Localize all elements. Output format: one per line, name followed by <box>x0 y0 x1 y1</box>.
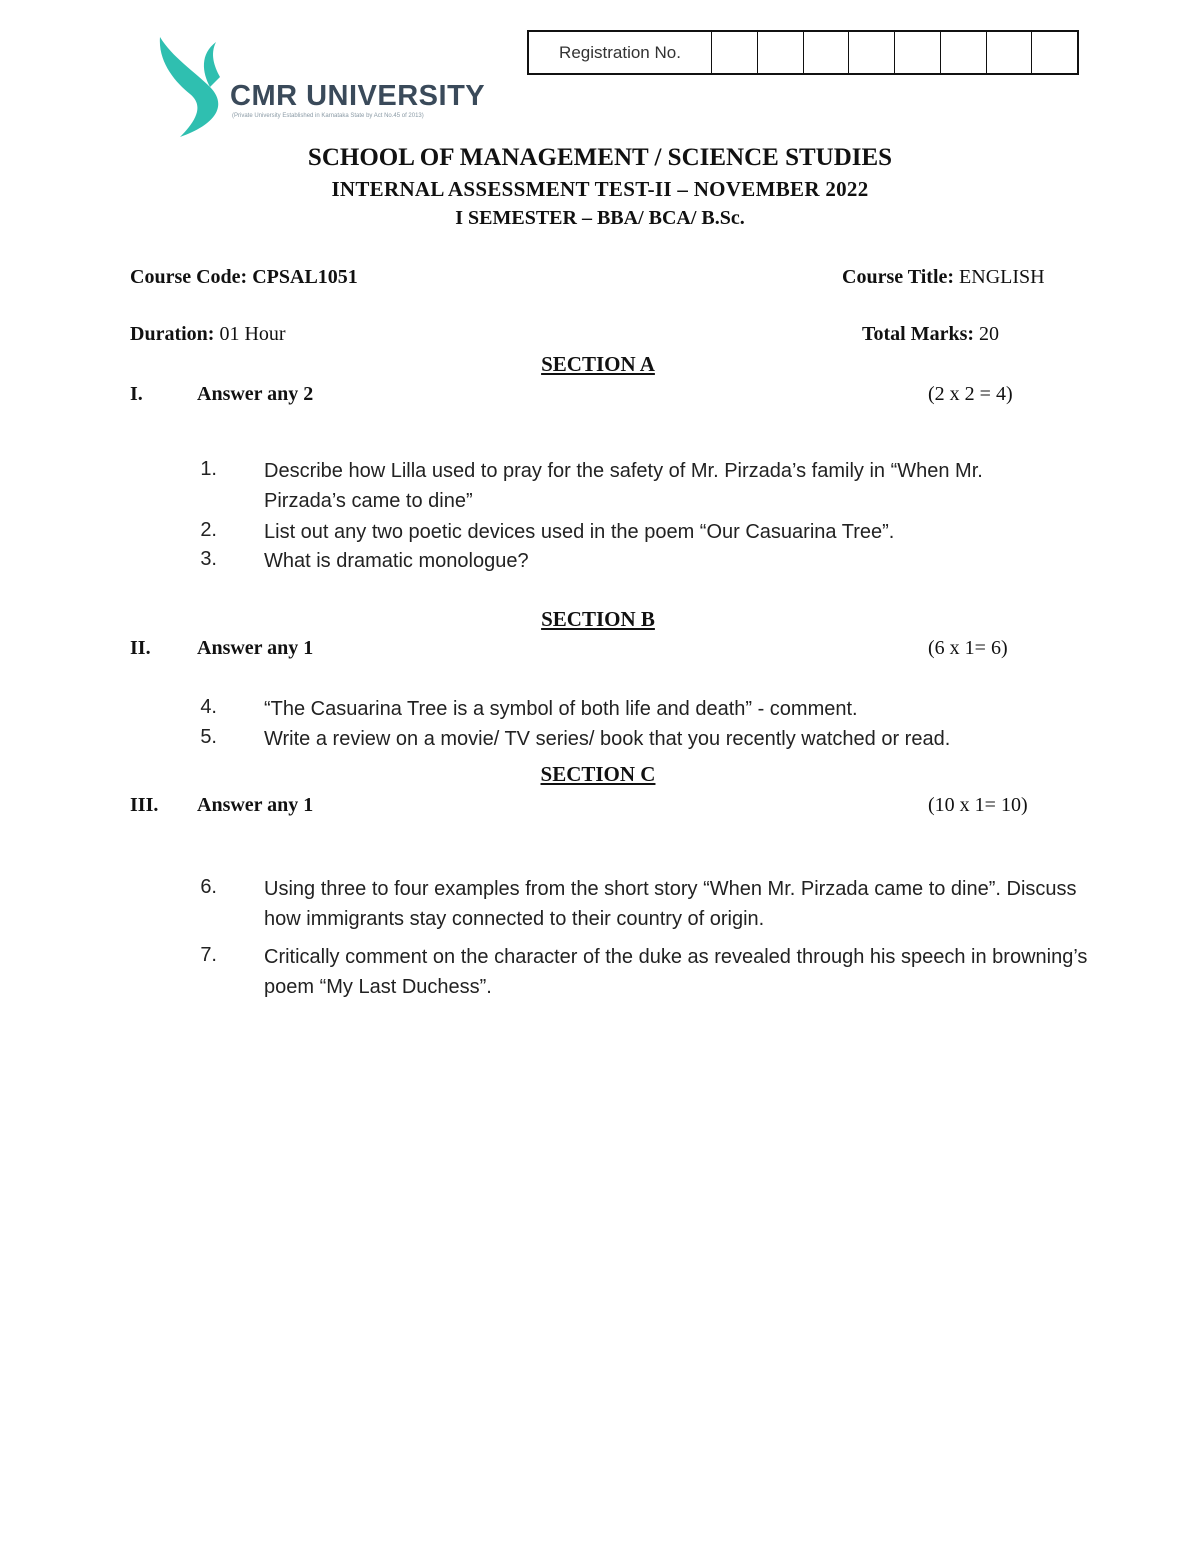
semester-title: I SEMESTER – BBA/ BCA/ B.Sc. <box>455 207 745 229</box>
question-text: Critically comment on the character of the duke as revealed through his speech in browning’s poem “My Last Duchess”. <box>264 946 1088 998</box>
registration-cell[interactable] <box>1032 32 1077 73</box>
logo-wordmark: CMR UNIVERSITY <box>230 80 486 112</box>
section-a-marks: (2 x 2 = 4) <box>928 383 1013 405</box>
registration-number-box <box>527 30 1079 75</box>
school-title: SCHOOL OF MANAGEMENT / SCIENCE STUDIES <box>307 144 893 171</box>
total-marks-label: Total Marks: <box>862 323 975 345</box>
duration <box>130 323 286 346</box>
question-number: 5. <box>200 726 217 748</box>
section-c-roman: III. <box>130 794 159 816</box>
course-code-value: CPSAL1051 <box>252 266 358 288</box>
section-c-title: SECTION C <box>540 762 656 786</box>
logo-tagline: (Private University Established in Karnataka State by Act No.45 of 2013) <box>232 113 424 119</box>
course-title <box>842 266 1045 289</box>
registration-cell[interactable] <box>712 32 758 73</box>
registration-cell[interactable] <box>895 32 941 73</box>
section-c-marks: (10 x 1= 10) <box>928 794 1028 816</box>
question-number: 6. <box>200 876 217 898</box>
course-code <box>130 266 358 289</box>
duration-value: 01 Hour <box>219 323 286 345</box>
question-text: Write a review on a movie/ TV series/ book that you recently watched or read. <box>264 728 951 750</box>
section-a-instruction: Answer any 2 <box>197 383 314 405</box>
question-number: 2. <box>200 519 217 541</box>
total-marks <box>862 323 999 346</box>
registration-cell[interactable] <box>758 32 804 73</box>
course-title-value: ENGLISH <box>959 266 1045 288</box>
section-a-roman: I. <box>130 383 143 405</box>
section-b-title: SECTION B <box>541 607 655 631</box>
course-code-label: Course Code: <box>130 266 248 288</box>
question-number: 1. <box>200 458 217 480</box>
total-marks-value: 20 <box>979 323 1000 345</box>
registration-cell[interactable] <box>941 32 987 73</box>
question-text: What is dramatic monologue? <box>264 550 529 572</box>
registration-label: Registration No. <box>529 32 712 73</box>
question-text: List out any two poetic devices used in the poem “Our Casuarina Tree”. <box>264 521 895 543</box>
question-number: 7. <box>200 944 217 966</box>
test-title: INTERNAL ASSESSMENT TEST-II – NOVEMBER 2022 <box>331 177 869 201</box>
section-b-roman: II. <box>130 637 151 659</box>
section-c-instruction: Answer any 1 <box>197 794 314 816</box>
question-text: Describe how Lilla used to pray for the safety of Mr. Pirzada’s family in “When Mr. Pirzada’s came to dine” <box>264 460 983 512</box>
question-number: 3. <box>200 548 217 570</box>
registration-cell[interactable] <box>804 32 850 73</box>
question-number: 4. <box>200 696 217 718</box>
section-b-marks: (6 x 1= 6) <box>928 637 1008 659</box>
question-text: “The Casuarina Tree is a symbol of both life and death” - comment. <box>264 698 858 720</box>
question-text: Using three to four examples from the short story “When Mr. Pirzada came to dine”. Discuss how immigrants stay connected to their country of origin. <box>264 878 1077 930</box>
course-title-label: Course Title: <box>842 266 955 288</box>
duration-label: Duration: <box>130 323 215 345</box>
section-b-instruction: Answer any 1 <box>197 637 314 659</box>
registration-cell[interactable] <box>849 32 895 73</box>
section-a-title: SECTION A <box>541 352 655 376</box>
registration-cell[interactable] <box>987 32 1033 73</box>
